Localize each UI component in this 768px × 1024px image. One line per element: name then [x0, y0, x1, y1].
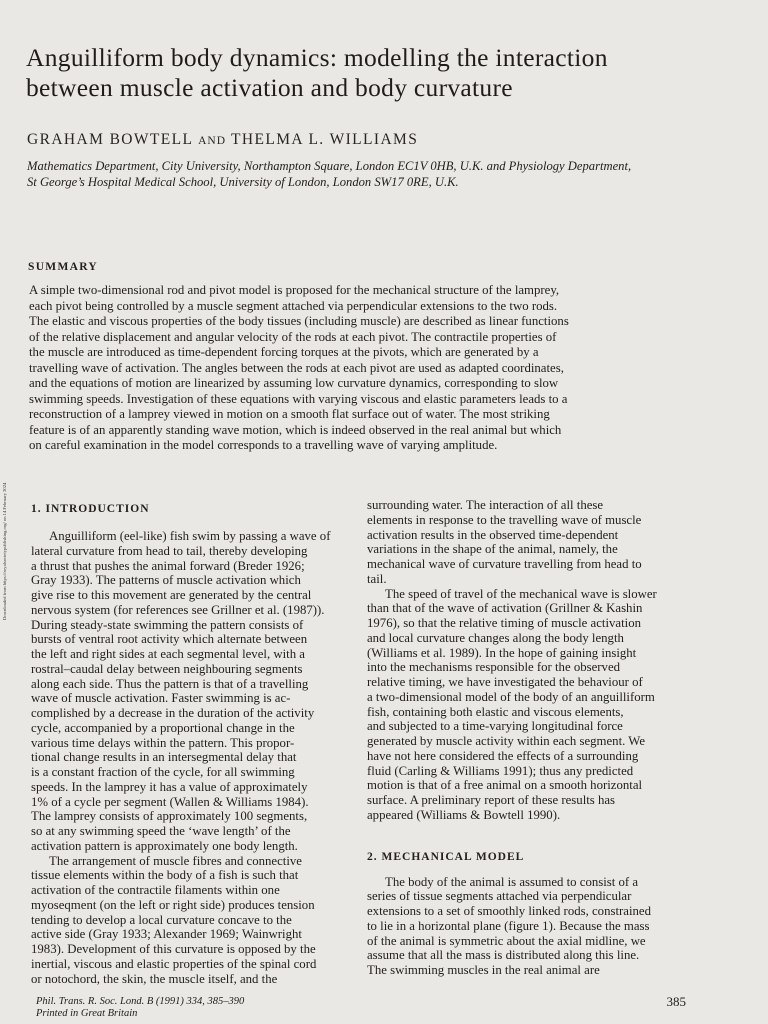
body-line: Gray 1933). The patterns of muscle activation which	[31, 573, 301, 588]
summary-line: reconstruction of a lamprey viewed in motion on a smooth flat surface out of water. The most striking	[29, 407, 550, 421]
body-line: (Williams et al. 1989). In the hope of gaining insight	[367, 645, 637, 660]
page-number: 385	[666, 994, 686, 1009]
body-line: have not here considered the effects of a surrounding	[367, 748, 639, 763]
body-line: inertial, viscous and elastic properties of the spinal cord	[31, 956, 317, 971]
body-line: is a constant fraction of the cycle, for all swimming	[31, 765, 295, 779]
summary-line: A simple two-dimensional rod and pivot model is proposed for the mechanical structure of the lamprey,	[29, 283, 560, 297]
title-line: Anguilliform body dynamics: modelling the interaction	[26, 43, 608, 72]
author-name: GRAHAM BOWTELL	[27, 131, 193, 148]
summary-line: and the equations of motion are linearized by assuming low curvature dynamics, corresponding to slow	[29, 376, 559, 390]
summary-line: on careful examination in the model corresponds to a travelling wave of varying amplitude.	[29, 438, 498, 452]
body-line: The speed of travel of the mechanical wave is slower	[385, 586, 657, 601]
body-line: series of tissue segments attached via perpendicular	[367, 889, 632, 904]
body-line: 1976), so that the relative timing of muscle activation	[367, 616, 641, 630]
summary-line: swimming speeds. Investigation of these equations with varying viscous and elastic parameters leads to a	[29, 391, 568, 406]
summary-line: each pivot being controlled by a muscle segment attached via perpendicular extensions to the two rods.	[29, 298, 558, 313]
body-line: The lamprey consists of approximately 100 segments,	[31, 809, 308, 824]
page-footer	[36, 996, 686, 1020]
body-line: surface. A preliminary report of these results has	[367, 793, 616, 807]
body-line: variations in the shape of the animal, namely, the	[367, 542, 618, 557]
body-line: tending to develop a local curvature concave to the	[31, 912, 292, 927]
body-line: elements in response to the travelling wave of muscle	[367, 512, 642, 527]
body-line: into the mechanisms responsible for the observed	[367, 660, 621, 675]
printed-note: Printed in Great Britain	[36, 1008, 138, 1019]
body-line: and subjected to a time-varying longitudinal force	[367, 719, 623, 734]
summary-line: of the relative displacement and angular velocity of the rods at each pivot. The contractile properties of	[29, 329, 557, 344]
summary-line: travelling wave of activation. The angles between the rods at each pivot are used as adapted coordinates,	[29, 360, 564, 375]
body-line: of the animal is symmetric about the axial midline, we	[367, 933, 646, 948]
body-line: During steady-state swimming the pattern consists of	[31, 617, 304, 632]
body-line: so at any swimming speed the ‘wave length’ of the	[31, 824, 291, 838]
body-line: surrounding water. The interaction of all these	[367, 498, 604, 512]
introduction-text	[31, 529, 349, 986]
body-line: a two-dimensional model of the body of an anguilliform	[367, 689, 655, 704]
body-line: myoseqment (on the left or right side) produces tension	[31, 897, 315, 912]
left-column	[31, 503, 349, 986]
body-line: fluid (Carling & Williams 1991); thus any predicted	[367, 763, 634, 778]
body-line: mechanical wave of curvature travelling from head to	[367, 557, 642, 571]
body-line: relative timing, we have investigated the behaviour of	[367, 675, 643, 689]
summary-text	[29, 283, 689, 454]
body-line: tional change results in an intersegmental delay that	[31, 750, 297, 765]
body-line: generated by muscle activity within each segment. We	[367, 734, 646, 748]
body-line: activation pattern is approximately one body length.	[31, 838, 298, 853]
summary-line: The elastic and viscous properties of the body tissues (including muscle) are described as linear functions	[29, 314, 569, 328]
body-line: The swimming muscles in the real animal are	[367, 963, 600, 977]
body-line: wave of muscle activation. Faster swimming is ac-	[31, 691, 291, 706]
body-line: and local curvature changes along the body length	[367, 630, 624, 645]
right-column	[367, 498, 685, 978]
body-line: The arrangement of muscle fibres and connective	[49, 853, 302, 868]
body-line: to lie in a horizontal plane (figure 1). Because the mass	[367, 918, 650, 933]
introduction-continued	[367, 498, 685, 823]
title-line: between muscle activation and body curvature	[26, 73, 513, 102]
body-line: activation of the contractile filaments within one	[31, 883, 280, 897]
author-conjunction: AND	[198, 135, 227, 147]
body-line: the left and right sides at each segmental level, with a	[31, 647, 305, 661]
affiliation-line: Mathematics Department, City University, Northampton Square, London EC1V 0HB, U.K. and Physiology Department,	[27, 159, 632, 173]
download-note: Downloaded from https://royalsocietypublishing.org/ on 14 February 2024	[2, 482, 7, 620]
summary-line: feature is of an apparently standing wave motion, which is indeed observed in the real animal but which	[29, 422, 562, 437]
body-line: Anguilliform (eel-like) fish swim by passing a wave of	[49, 529, 331, 543]
author-name: THELMA L. WILLIAMS	[231, 131, 419, 148]
body-line: complished by a decrease in the duration of the activity	[31, 706, 315, 720]
body-line: or notochord, the skin, the muscle itself, and the	[31, 971, 278, 986]
body-line: active side (Gray 1933; Alexander 1969; Wainwright	[31, 927, 302, 942]
body-line: cycle, accompanied by a proportional change in the	[31, 720, 295, 735]
body-line: fish, containing both elastic and viscous elements,	[367, 704, 624, 719]
body-line: 1983). Development of this curvature is opposed by the	[31, 942, 316, 956]
body-line: appeared (Williams & Bowtell 1990).	[367, 807, 561, 822]
affiliation-line: St George’s Hospital Medical School, University of London, London SW17 0RE, U.K.	[27, 175, 459, 189]
body-line: give rise to this movement are generated by the central	[31, 588, 312, 602]
download-watermark	[0, 445, 10, 620]
summary-heading: SUMMARY	[28, 261, 99, 273]
author-line	[27, 131, 418, 149]
body-line: nervous system (for references see Grillner et al. (1987)).	[31, 602, 325, 617]
body-line: lateral curvature from head to tail, thereby developing	[31, 543, 308, 558]
body-line: The body of the animal is assumed to consist of a	[385, 874, 639, 889]
section-heading-mechanical-model: 2. MECHANICAL MODEL	[367, 850, 525, 863]
section-heading-introduction: 1. INTRODUCTION	[31, 503, 150, 515]
body-line: 1% of a cycle per segment (Wallen & Williams 1984).	[31, 794, 309, 809]
body-line: a thrust that pushes the animal forward (Breder 1926;	[31, 558, 305, 573]
journal-citation: Phil. Trans. R. Soc. Lond. B (1991) 334, 385–390	[36, 996, 245, 1007]
body-line: bursts of ventral root activity which alternate between	[31, 632, 308, 647]
body-line: speeds. In the lamprey it has a value of approximately	[31, 779, 308, 794]
summary-line: the muscle are introduced as time-dependent forcing torques at the pivots, which are generated by a	[29, 345, 539, 359]
body-line: various time delays within the pattern. This propor-	[31, 735, 295, 750]
body-line: motion is that of a free animal on a smooth horizontal	[367, 778, 643, 793]
body-line: extensions to a set of smoothly linked rods, constrained	[367, 904, 651, 918]
body-line: tissue elements within the body of a fish is such that	[31, 868, 299, 883]
mechanical-model-text	[367, 875, 685, 978]
body-line: activation results in the observed time-dependent	[367, 527, 619, 542]
body-line: than that of the wave of activation (Grillner & Kashin	[367, 601, 643, 616]
body-line: rostral–caudal delay between neighbouring segments	[31, 661, 303, 676]
body-line: assume that all the mass is distributed along this line.	[367, 948, 640, 963]
paper-title	[26, 43, 726, 103]
affiliation	[27, 158, 727, 190]
body-line: along each side. Thus the pattern is that of a travelling	[31, 676, 309, 691]
body-line: tail.	[367, 571, 387, 586]
